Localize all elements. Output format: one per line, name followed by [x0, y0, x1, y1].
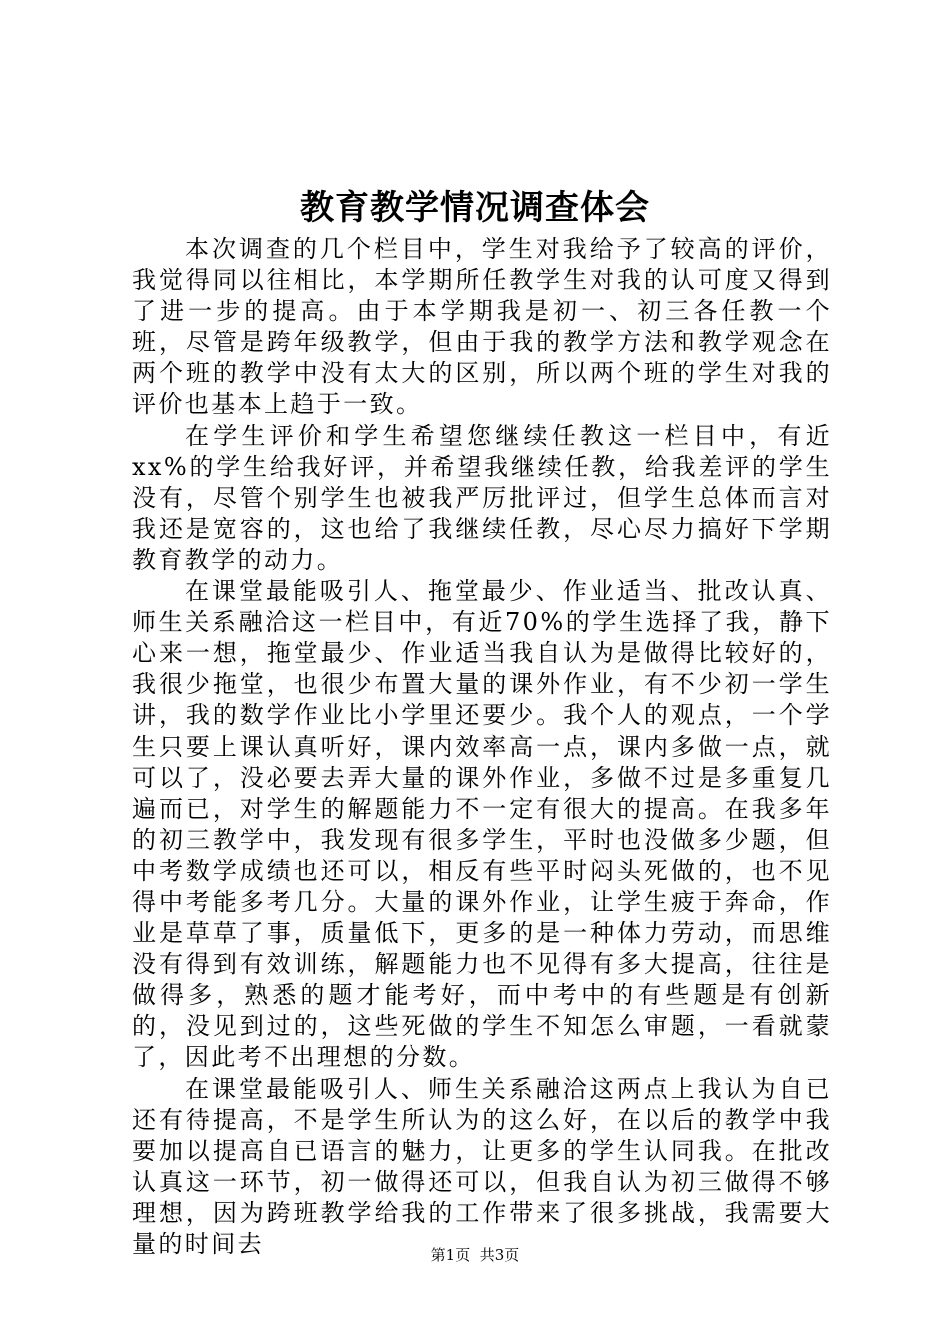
- footer-spacer: [470, 1246, 480, 1264]
- page-footer: [0, 1244, 950, 1266]
- page-number: 第1页: [430, 1246, 471, 1264]
- document-body: [132, 234, 832, 1260]
- paragraph: 在学生评价和学生希望您继续任教这一栏目中，有近xx%的学生给我好评，并希望我继续任教，给我差评的学生没有，尽管个别学生也被我严厉批评过，但学生总体而言对我还是宽容的，这也给了我继续任教，尽心尽力搞好下学期教育教学的动力。: [132, 421, 832, 574]
- paragraph: 在课堂最能吸引人、师生关系融洽这两点上我认为自已还有待提高，不是学生所认为的这么好，在以后的教学中我要加以提高自已语言的魅力，让更多的学生认同我。在批改认真这一环节，初一做得还可以，但我自认为初三做得不够理想，因为跨班教学给我的工作带来了很多挑战，我需要大量的时间去: [132, 1074, 832, 1258]
- page-total: 共3页: [479, 1246, 520, 1264]
- paragraph: 在课堂最能吸引人、拖堂最少、作业适当、批改认真、师生关系融洽这一栏目中，有近70%的学生选择了我，静下心来一想，拖堂最少、作业适当我自认为是做得比较好的，我很少拖堂，也很少布置大量的课外作业，有不少初一学生讲，我的数学作业比小学里还要少。我个人的观点，一个学生只要上课认真听好，课内效率高一点，课内多做一点，就可以了，没必要去弄大量的课外作业，多做不过是多重复几遍而已，对学生的解题能力不一定有很大的提高。在我多年的初三教学中，我发现有很多学生，平时也没做多少题，但中考数学成绩也还可以，相反有些平时闷头死做的，也不见得中考能多考几分。大量的课外作业，让学生疲于奔命，作业是草草了事，质量低下，更多的是一种体力劳动，而思维没有得到有效训练，解题能力也不见得有多大提高，往往是做得多，熟悉的题才能考好，而中考中的有些题是有创新的，没见到过的，这些死做的学生不知怎么审题，一看就蒙了，因此考不出理想的分数。: [132, 577, 832, 1072]
- paragraph: 本次调查的几个栏目中，学生对我给予了较高的评价，我觉得同以往相比，本学期所任教学生对我的认可度又得到了进一步的提高。由于本学期我是初一、初三各任教一个班，尽管是跨年级教学，但由于我的教学方法和教学观念在两个班的教学中没有太大的区别，所以两个班的学生对我的评价也基本上趋于一致。: [132, 235, 832, 419]
- document-title: 教育教学情况调查体会: [300, 188, 650, 228]
